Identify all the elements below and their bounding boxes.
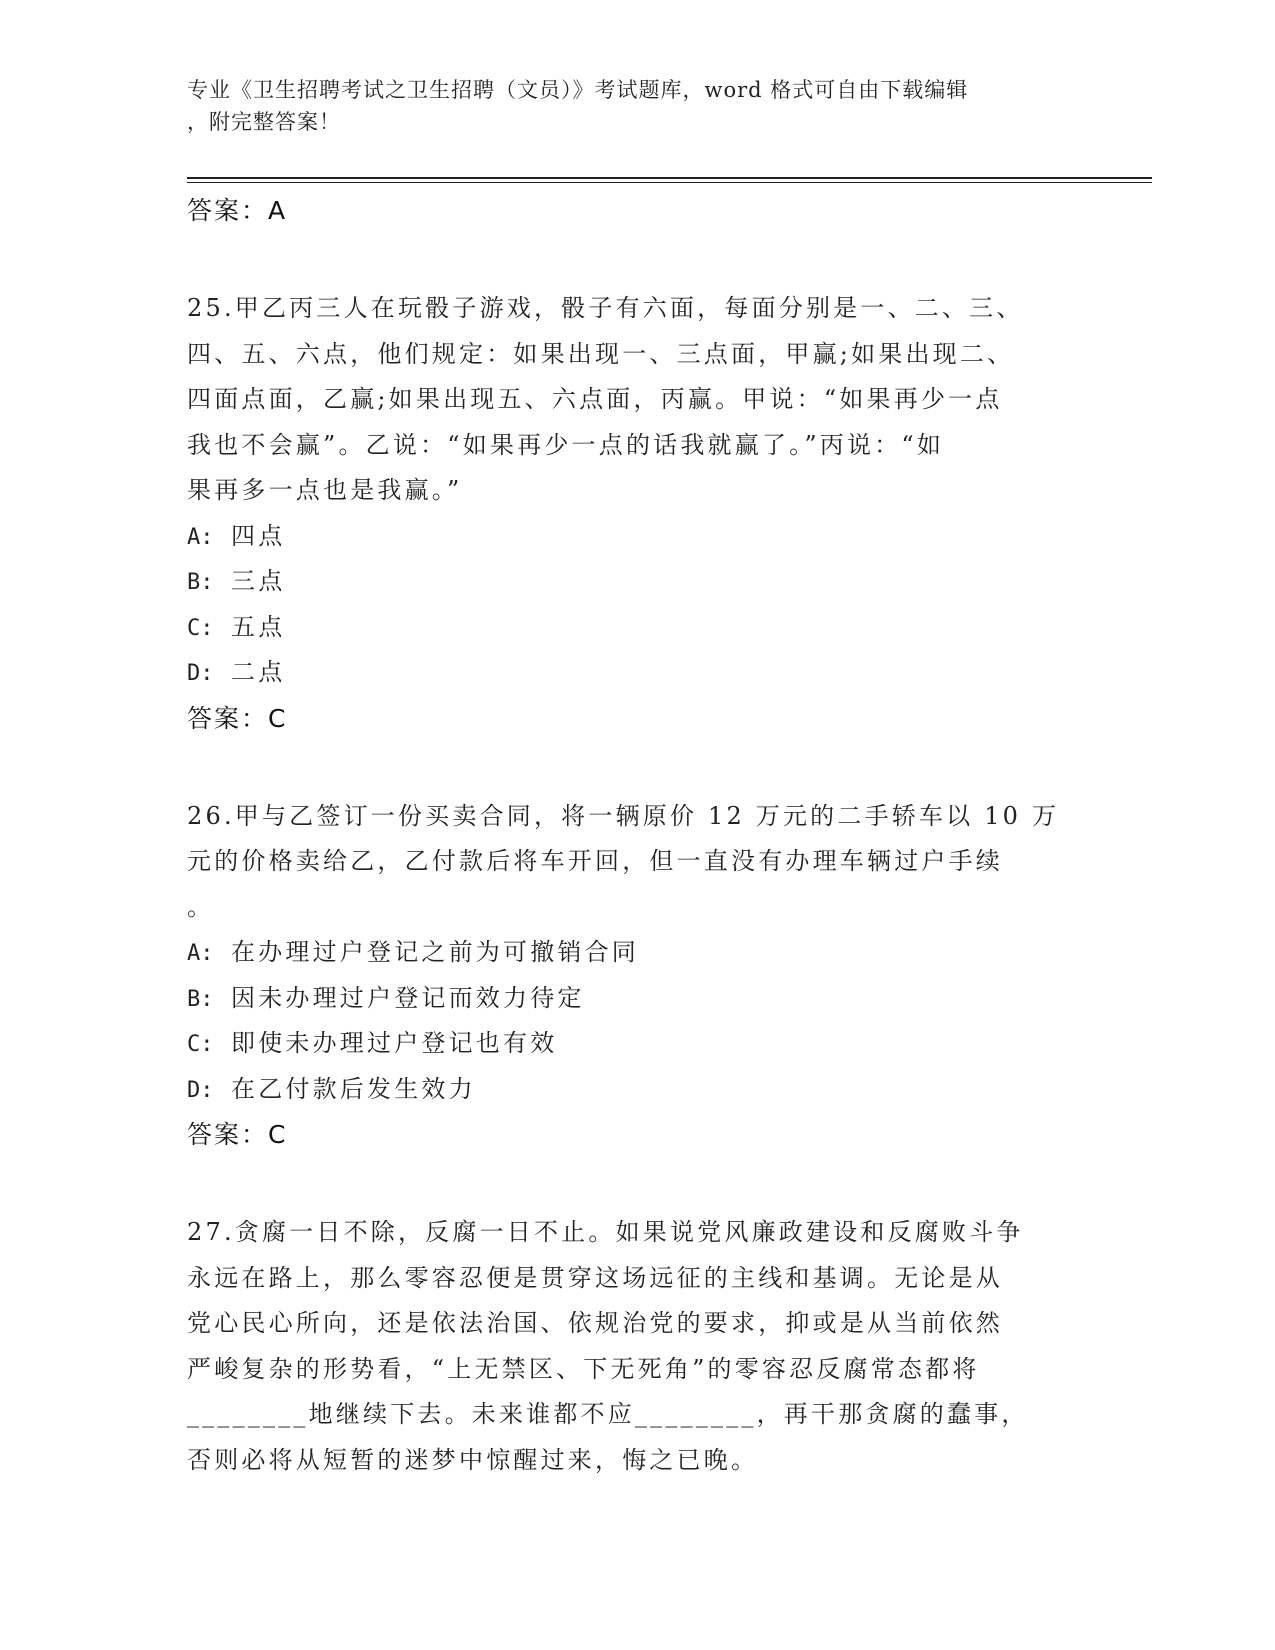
page-header [187,74,1067,138]
question-stem-line: 否则必将从短暂的迷梦中惊醒过来，悔之已晚。 [187,1445,759,1474]
question-stem-line: 果再多一点也是我赢。” [187,476,463,504]
answer-line: 答案：C [187,1120,288,1149]
header-rule-thin [187,182,1152,183]
option-letter: B: [187,570,214,595]
option-letter: A: [187,941,214,966]
option-letter: C: [187,1032,214,1057]
option-text: 二点 [231,658,286,686]
option-b [187,559,1067,605]
question-stem-line: 25.甲乙丙三人在玩骰子游戏，骰子有六面，每面分别是一、二、三、 [187,294,1024,322]
question-stem-line: 元的价格卖给乙，乙付款后将车开回，但一直没有办理车辆过户手续 [187,847,1003,875]
option-letter: D: [187,661,214,686]
question-block [187,286,1067,742]
question-list [187,188,1067,1483]
option-letter: A: [187,524,214,550]
question-stem-line: 我也不会赢”。乙说：“如果再少一点的话我就赢了。”丙说：“如 [187,430,945,459]
option-letter: C: [187,615,214,641]
question-stem-line: 26.甲与乙签订一份买卖合同，将一辆原价 12 万元的二手轿车以 10 万 [187,801,1060,830]
option-letter: B: [187,986,214,1012]
question-stem [187,286,1067,514]
question-stem-line: 。 [187,892,215,921]
option-text: 四点 [231,521,286,550]
option-letter: D: [187,1077,214,1103]
answer-line: 答案：C [187,703,288,733]
option-c [187,605,1067,651]
header-line-1: 专业《卫生招聘考试之卫生招聘（文员）》考试题库，word 格式可自由下载编辑 [187,78,969,102]
option-text: 在办理过户登记之前为可撤销合同 [231,938,639,966]
question-stem-line: 党心民心所向，还是依法治国、依规治党的要求，抑或是从当前依然 [187,1309,1003,1337]
option-d [187,650,1067,696]
question-block [187,794,1067,1159]
option-c [187,1021,1067,1067]
question-stem [187,1210,1067,1483]
question-stem [187,794,1067,931]
question-stem-line: 永远在路上，那么零容忍便是贯穿这场远征的主线和基调。无论是从 [187,1263,1003,1292]
option-text: 三点 [231,567,286,595]
question-stem-line: 严峻复杂的形势看，“上无禁区、下无死角”的零容忍反腐常态都将 [187,1354,980,1383]
option-text: 因未办理过户登记而效力待定 [231,983,585,1012]
question-stem-line: 四面点面，乙赢;如果出现五、六点面，丙赢。甲说：“如果再少一点 [187,385,1003,413]
option-a [187,514,1067,560]
question-block [187,1210,1067,1483]
option-d [187,1067,1067,1113]
question-stem-line: ________地继续下去。未来谁都不应________，再干那贪腐的蠢事， [187,1400,1029,1428]
header-line-2: ，附完整答案！ [187,110,341,134]
option-b [187,976,1067,1022]
header-rule-thick [187,177,1152,179]
option-text: 五点 [231,612,286,641]
option-text: 在乙付款后发生效力 [231,1074,476,1103]
question-stem-line: 27.贪腐一日不除，反腐一日不止。如果说党风廉政建设和反腐败斗争 [187,1218,1024,1246]
option-text: 即使未办理过户登记也有效 [231,1029,558,1057]
answer-line: 答案：A [187,196,288,225]
question-stem-line: 四、五、六点，他们规定：如果出现一、三点面，甲赢;如果出现二、 [187,339,1015,368]
option-a [187,930,1067,976]
